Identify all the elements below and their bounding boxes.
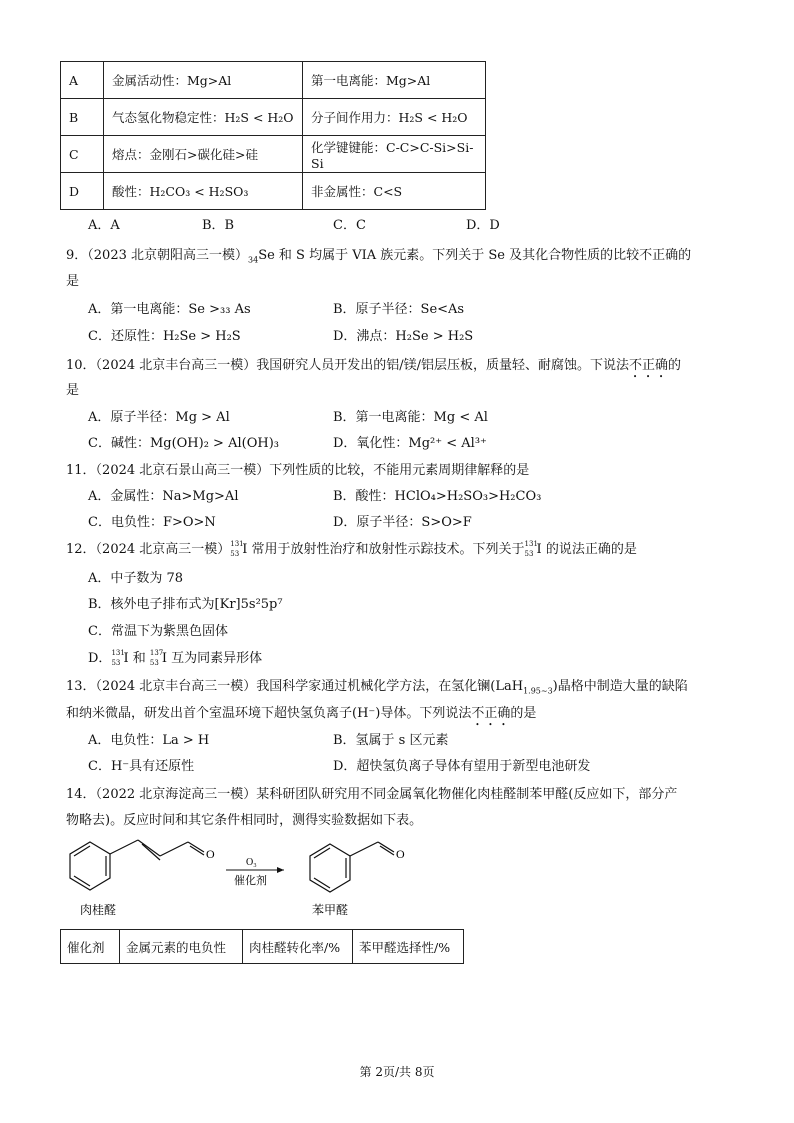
table-row (61, 62, 486, 99)
q12-opt-b: B．核外电子排布式为[Kr]5s²5p⁷ (88, 597, 283, 612)
q10-stem-cont: 是 (66, 383, 80, 398)
q11-opt-d: D．原子半径：S>O>F (333, 515, 472, 530)
option-table (60, 61, 486, 210)
iodine-isotope (524, 539, 538, 558)
iso-number: 53 (524, 549, 534, 558)
row-key: C (61, 136, 104, 173)
q13-emphasis: 不正确 (471, 706, 511, 721)
choice-c: C．C (333, 218, 366, 233)
iso-mass: 131 (111, 648, 125, 657)
q13-text-d: 的是 (510, 706, 537, 721)
q12-opt-d (88, 647, 262, 666)
row-key: D (61, 173, 104, 210)
table-row (61, 99, 486, 136)
q10-opt-c: C．碱性：Mg(OH)₂ > Al(OH)₃ (88, 436, 279, 451)
q13-text-b: )晶格中制造大量的缺陷 (552, 679, 688, 694)
iso-number: 53 (149, 658, 159, 667)
iso-mass: 131 (230, 539, 244, 548)
q13-opt-c: C．H⁻具有还原性 (88, 759, 195, 774)
choice-a: A．A (88, 218, 120, 233)
page-footer: 第 2页/共 8页 (359, 1065, 435, 1079)
q11-opt-b: B．酸性：HClO₄>H₂SO₃>H₂CO₃ (333, 489, 542, 504)
q11-opt-a: A．金属性：Na>Mg>Al (88, 489, 239, 504)
table-row (61, 136, 486, 173)
q12-stem (66, 538, 637, 557)
reaction-scheme (60, 832, 420, 922)
q13-text-c: 和纳米微晶，研发出首个室温环境下超快氢负离子(H⁻)导体。下列说法 (66, 706, 472, 721)
row-cell: 熔点：金刚石>碳化硅>硅 (104, 136, 303, 173)
q13-sub: 1.95~3 (523, 686, 553, 696)
q9-iso-sub: 34 (248, 255, 259, 265)
q9-text: Se 和 S 均属于 VIA 族元素。下列关于 Se 及其化合物性质的比较不正确的 (258, 248, 692, 263)
q14-stem: 14．（2022 北京海淀高三一模）某科研团队研究用不同金属氧化物催化肉桂醛制苯甲醛(反应如下，部分产 (66, 787, 678, 802)
q13-opt-a: A．电负性：La > H (88, 733, 210, 748)
catalyst-table (60, 929, 464, 964)
row-cell: 非金属性：C<S (303, 173, 486, 210)
benzaldehyde-structure (310, 842, 394, 892)
header-cell: 肉桂醛转化率/% (243, 930, 353, 964)
q10-text-end: 的 (668, 358, 682, 373)
catalyst-label: 催化剂 (234, 875, 267, 887)
arrow-head-icon (277, 867, 284, 873)
q10-emphasis: 不正确 (629, 358, 669, 373)
aldehyde-o-label: O (206, 847, 215, 861)
row-key: A (61, 62, 104, 99)
q12-source: 12．（2024 北京高三一模） (66, 542, 231, 557)
q10-opt-d: D．氧化性：Mg²⁺ < Al³⁺ (333, 436, 487, 451)
opt-text-end: I 互为同素异形体 (161, 651, 263, 666)
iso-mass: 131 (524, 539, 538, 548)
reagent-label: O₃ (246, 857, 257, 868)
iodine-isotope (149, 648, 164, 667)
q12-text-end: I 的说法正确的是 (536, 542, 637, 557)
q9-stem (66, 244, 691, 265)
q9-stem-cont: 是 (66, 274, 80, 289)
q11-stem: 11．（2024 北京石景山高三一模）下列性质的比较，不能用元素周期律解释的是 (66, 463, 530, 478)
opt-letter: D． (88, 651, 112, 666)
row-cell: 第一电离能：Mg>Al (303, 62, 486, 99)
row-cell: 分子间作用力：H₂S < H₂O (303, 99, 486, 136)
header-cell: 金属元素的电负性 (120, 930, 243, 964)
opt-text: I 和 (123, 651, 146, 666)
benzaldehyde-name: 苯甲醛 (312, 903, 349, 917)
q9-opt-b: B．原子半径：Se<As (333, 302, 465, 317)
q12-text: I 常用于放射性治疗和放射性示踪技术。下列关于 (242, 542, 525, 557)
header-cell: 催化剂 (61, 930, 120, 964)
q9-source: 9．（2023 北京朝阳高三一模） (66, 248, 248, 263)
cinnamaldehyde-structure (70, 840, 204, 890)
q12-opt-a: A．中子数为 78 (88, 571, 184, 586)
q14-stem-cont: 物略去)。反应时间和其它条件相同时，测得实验数据如下表。 (66, 813, 423, 828)
iso-mass: 137 (149, 648, 164, 657)
table-header-row (61, 930, 464, 964)
q9-opt-d: D．沸点：H₂Se > H₂S (333, 329, 474, 344)
q13-stem-cont (66, 702, 536, 729)
choice-d: D．D (466, 218, 500, 233)
q12-opt-c: C．常温下为紫黑色固体 (88, 624, 228, 639)
q9-opt-a: A．第一电离能：Se >₃₃ As (88, 302, 251, 317)
q11-opt-c: C．电负性：F>O>N (88, 515, 216, 530)
q10-opt-a: A．原子半径：Mg > Al (88, 410, 230, 425)
iodine-isotope (230, 539, 244, 558)
q10-stem (66, 354, 681, 381)
q10-opt-b: B．第一电离能：Mg < Al (333, 410, 488, 425)
row-cell: 金属活动性：Mg>Al (104, 62, 303, 99)
cinnamaldehyde-name: 肉桂醛 (80, 903, 117, 917)
iso-number: 53 (111, 658, 121, 667)
q13-stem (66, 675, 688, 696)
q13-text: 13．（2024 北京丰台高三一模）我国科学家通过机械化学方法，在氢化镧(LaH (66, 679, 524, 694)
q9-opt-c: C．还原性：H₂Se > H₂S (88, 329, 241, 344)
row-cell: 化学键键能：C-C>C-Si>Si-Si (303, 136, 486, 173)
table-row (61, 173, 486, 210)
row-cell: 气态氢化物稳定性：H₂S < H₂O (104, 99, 303, 136)
q13-opt-d: D．超快氢负离子导体有望用于新型电池研发 (333, 759, 591, 774)
header-cell: 苯甲醛选择性/% (353, 930, 464, 964)
iso-number: 53 (230, 549, 240, 558)
q10-text: 10．（2024 北京丰台高三一模）我国研究人员开发出的铝/镁/铝层压板，质量轻、耐腐蚀。下说法 (66, 358, 630, 373)
row-cell: 酸性：H₂CO₃ < H₂SO₃ (104, 173, 303, 210)
aldehyde-o-label: O (396, 847, 405, 861)
choice-b: B．B (202, 218, 235, 233)
q13-opt-b: B．氢属于 s 区元素 (333, 733, 449, 748)
iodine-isotope (111, 648, 125, 667)
row-key: B (61, 99, 104, 136)
